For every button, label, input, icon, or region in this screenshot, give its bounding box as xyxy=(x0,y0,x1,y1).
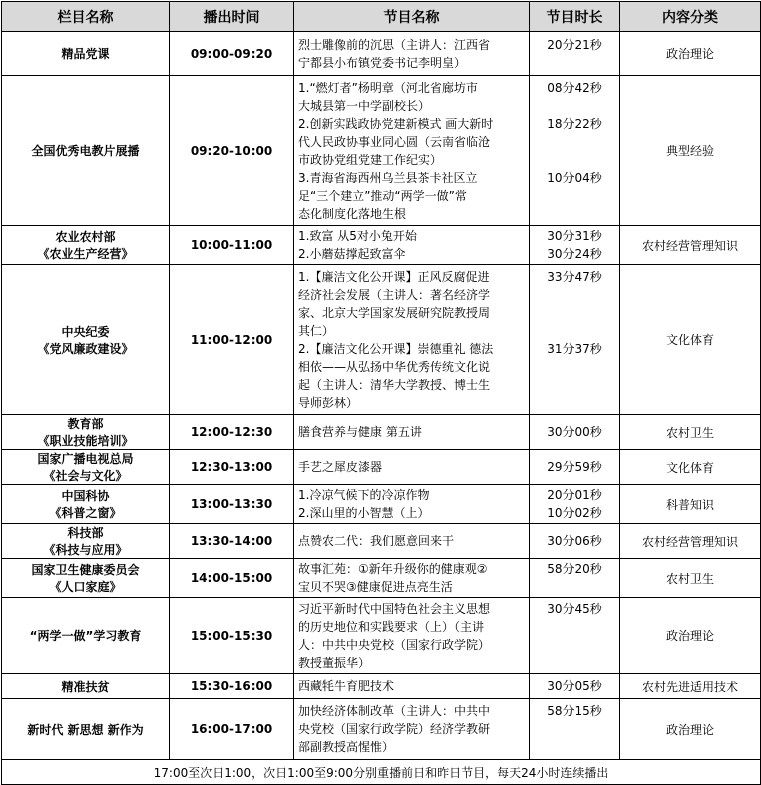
column-name-line: “两学一做”学习教育 xyxy=(29,629,142,643)
category-cell: 文化体育 xyxy=(620,450,761,485)
column-name-cell xyxy=(2,699,170,760)
column-name-cell xyxy=(2,598,170,674)
program-item xyxy=(298,268,525,340)
program-line: 导师彭林） xyxy=(298,395,359,410)
program-item xyxy=(298,532,525,550)
table-row xyxy=(2,699,761,760)
duration-cell xyxy=(530,450,620,485)
duration-cell xyxy=(530,415,620,450)
program-name-cell xyxy=(294,226,530,265)
program-name-cell xyxy=(294,485,530,524)
duration-value: 30分05秒 xyxy=(547,679,602,693)
column-name-line: 科技部 xyxy=(67,526,104,540)
column-name-line: 中国科协 xyxy=(61,489,110,503)
air-time-cell: 09:20-10:00 xyxy=(170,76,294,226)
program-name-cell xyxy=(294,598,530,674)
duration-cell xyxy=(530,485,620,524)
program-line: 1.【廉洁文化公开课】正风反腐促进 xyxy=(298,269,490,284)
column-name-line: 《党风廉政建设》 xyxy=(37,341,134,356)
duration-value: 30分31秒 xyxy=(547,229,602,243)
program-line: 膳食营养与健康 第五讲 xyxy=(298,425,422,439)
program-line: 烈士雕像前的沉思（主讲人：江西省 xyxy=(298,37,491,52)
program-line: 其仁） xyxy=(298,323,335,338)
duration-cell xyxy=(530,524,620,559)
program-name-cell xyxy=(294,32,530,76)
duration-value: 31分37秒 xyxy=(547,341,602,356)
schedule-table xyxy=(1,1,761,785)
footer-row xyxy=(2,760,761,785)
program-item xyxy=(298,560,525,596)
program-name-cell xyxy=(294,265,530,415)
program-line: 手艺之犀皮漆器 xyxy=(298,460,383,474)
column-name-cell xyxy=(2,485,170,524)
program-item xyxy=(298,340,525,412)
program-item xyxy=(298,36,525,72)
program-line: 宝贝不哭③健康促进点亮生活 xyxy=(298,580,453,594)
program-item xyxy=(298,227,525,245)
table-row xyxy=(2,265,761,415)
column-name-cell xyxy=(2,415,170,450)
column-name-line: 《职业技能培训》 xyxy=(37,434,134,448)
footer-note: 17:00至次日1:00，次日1:00至9:00分别重播前日和昨日节目，每天24小时连续播出 xyxy=(2,760,761,785)
header-program-name: 节目名称 xyxy=(294,2,530,32)
program-item xyxy=(298,458,525,476)
column-name-cell xyxy=(2,450,170,485)
program-line: 1.“燃灯者”杨明章（河北省廊坊市 xyxy=(298,80,478,95)
duration-cell xyxy=(530,559,620,598)
program-line: 家、北京大学国家发展研究院教授周 xyxy=(298,305,491,320)
program-line: 相依——从弘扬中华优秀传统文化说 xyxy=(298,359,491,374)
column-name-cell xyxy=(2,32,170,76)
category-cell: 政治理论 xyxy=(620,699,761,760)
table-row xyxy=(2,598,761,674)
duration-value: 58分20秒 xyxy=(547,562,602,576)
column-name-line: 全国优秀电教片展播 xyxy=(31,144,140,158)
category-cell: 政治理论 xyxy=(620,598,761,674)
table-row xyxy=(2,415,761,450)
column-name-line: 新时代 新思想 新作为 xyxy=(27,722,144,737)
column-name-line: 《农业生产经营》 xyxy=(37,247,134,261)
column-name-line: 国家广播电视总局 xyxy=(37,452,134,466)
duration-value: 10分04秒 xyxy=(547,170,602,185)
category-cell: 政治理论 xyxy=(620,32,761,76)
air-time-cell: 16:00-17:00 xyxy=(170,699,294,760)
column-name-line: 农业农村部 xyxy=(55,230,116,244)
table-row xyxy=(2,485,761,524)
category-cell: 农村先进适用技术 xyxy=(620,674,761,699)
column-name-line: 《人口家庭》 xyxy=(49,580,122,594)
program-name-cell xyxy=(294,699,530,760)
air-time-cell: 12:00-12:30 xyxy=(170,415,294,450)
category-cell: 文化体育 xyxy=(620,265,761,415)
duration-value: 33分47秒 xyxy=(547,269,602,284)
column-name-cell xyxy=(2,559,170,598)
program-name-cell xyxy=(294,415,530,450)
column-name-line: 精准扶贫 xyxy=(61,679,110,694)
duration-cell xyxy=(530,674,620,699)
air-time-cell: 13:30-14:00 xyxy=(170,524,294,559)
program-line: 态化制度化落地生根 xyxy=(298,206,407,221)
category-cell: 农村经营管理知识 xyxy=(620,226,761,265)
program-line: 央党校（国家行政学院）经济学教研 xyxy=(298,722,491,736)
air-time-cell: 15:30-16:00 xyxy=(170,674,294,699)
column-name-line: 《科技与应用》 xyxy=(43,543,128,557)
program-line: 大城县第一中学副校长） xyxy=(298,98,431,113)
duration-value: 30分06秒 xyxy=(547,534,602,548)
air-time-cell: 13:00-13:30 xyxy=(170,485,294,524)
program-name-cell xyxy=(294,674,530,699)
program-line: 的历史地位和实践要求（上）（主讲 xyxy=(298,619,485,634)
table-row xyxy=(2,674,761,699)
column-name-line: 中央纪委 xyxy=(61,324,110,339)
column-name-line: 《科普之窗》 xyxy=(49,506,122,520)
program-name-cell xyxy=(294,559,530,598)
header-air-time: 播出时间 xyxy=(170,2,294,32)
table-row xyxy=(2,450,761,485)
table-row xyxy=(2,226,761,265)
header-column-name: 栏目名称 xyxy=(2,2,170,32)
category-cell: 科普知识 xyxy=(620,485,761,524)
air-time-cell: 15:00-15:30 xyxy=(170,598,294,674)
program-item xyxy=(298,423,525,441)
program-line: 代人民政协事业同心圆（云南省临沧 xyxy=(298,134,491,149)
program-line: 经济社会发展（主讲人：著名经济学 xyxy=(298,287,491,302)
program-line: 人：中共中央党校（国家行政学院） xyxy=(298,637,491,652)
program-item xyxy=(298,504,525,522)
duration-value: 08分42秒 xyxy=(547,80,602,95)
duration-cell xyxy=(530,265,620,415)
column-name-cell xyxy=(2,524,170,559)
air-time-cell: 11:00-12:00 xyxy=(170,265,294,415)
program-line: 教授董振华） xyxy=(298,655,371,670)
program-line: 1.致富 从5对小兔开始 xyxy=(298,229,417,243)
duration-value: 29分59秒 xyxy=(547,460,602,474)
column-name-line: 《社会与文化》 xyxy=(43,469,128,483)
header-row xyxy=(2,2,761,32)
program-line: 足“三个建立”推动“两学一做”常 xyxy=(298,188,467,203)
program-line: 2.深山里的小智慧（上） xyxy=(298,506,430,520)
category-cell: 农村卫生 xyxy=(620,559,761,598)
program-line: 2.小蘑菇撑起致富伞 xyxy=(298,247,406,261)
duration-cell xyxy=(530,32,620,76)
program-item xyxy=(298,702,525,756)
program-line: 故事汇苑：①新年升级你的健康观② xyxy=(298,562,488,576)
program-line: 习近平新时代中国特色社会主义思想 xyxy=(298,601,491,616)
program-line: 市政协党组党建工作纪实） xyxy=(298,152,443,167)
duration-value: 30分45秒 xyxy=(547,601,602,616)
table-row xyxy=(2,524,761,559)
air-time-cell: 12:30-13:00 xyxy=(170,450,294,485)
duration-value: 20分21秒 xyxy=(547,37,602,52)
duration-value: 10分02秒 xyxy=(547,506,602,520)
program-item xyxy=(298,169,525,223)
category-cell: 典型经验 xyxy=(620,76,761,226)
duration-value: 30分00秒 xyxy=(547,425,602,439)
program-item xyxy=(298,245,525,263)
duration-cell xyxy=(530,76,620,226)
duration-value: 30分24秒 xyxy=(547,247,602,261)
program-item xyxy=(298,486,525,504)
column-name-cell xyxy=(2,76,170,226)
table-row xyxy=(2,76,761,226)
duration-value: 18分22秒 xyxy=(547,116,602,131)
program-name-cell xyxy=(294,524,530,559)
category-cell: 农村卫生 xyxy=(620,415,761,450)
column-name-cell xyxy=(2,674,170,699)
program-name-cell xyxy=(294,450,530,485)
program-line: 加快经济体制改革（主讲人：中共中 xyxy=(298,704,491,718)
program-line: 点赞农二代：我们愿意回来干 xyxy=(298,534,455,548)
program-line: 起（主讲人：清华大学教授、博士生 xyxy=(298,377,491,392)
air-time-cell: 14:00-15:00 xyxy=(170,559,294,598)
column-name-cell xyxy=(2,226,170,265)
duration-value: 20分01秒 xyxy=(547,488,602,502)
header-duration: 节目时长 xyxy=(530,2,620,32)
column-name-cell xyxy=(2,265,170,415)
program-item xyxy=(298,115,525,169)
program-name-cell xyxy=(294,76,530,226)
program-line: 西藏牦牛育肥技术 xyxy=(298,679,395,693)
air-time-cell: 09:00-09:20 xyxy=(170,32,294,76)
duration-cell xyxy=(530,699,620,760)
program-line: 2.【廉洁文化公开课】崇德重礼 德法 xyxy=(298,341,494,356)
table-row xyxy=(2,559,761,598)
duration-value: 58分15秒 xyxy=(547,704,602,718)
header-category: 内容分类 xyxy=(620,2,761,32)
program-item xyxy=(298,677,525,695)
program-line: 部副教授高惺惟） xyxy=(298,740,395,754)
program-line: 3.青海省海西州乌兰县茶卡社区立 xyxy=(298,170,478,185)
column-name-line: 国家卫生健康委员会 xyxy=(31,563,140,577)
column-name-line: 教育部 xyxy=(67,417,104,431)
program-line: 宁都县小布镇党委书记李明皇） xyxy=(298,55,467,70)
category-cell: 农村经营管理知识 xyxy=(620,524,761,559)
program-item xyxy=(298,79,525,115)
table-row xyxy=(2,32,761,76)
program-line: 1.冷凉气候下的冷凉作物 xyxy=(298,488,430,502)
program-line: 2.创新实践政协党建新模式 画大新时 xyxy=(298,116,494,131)
duration-cell xyxy=(530,598,620,674)
air-time-cell: 10:00-11:00 xyxy=(170,226,294,265)
program-item xyxy=(298,600,525,672)
duration-cell xyxy=(530,226,620,265)
column-name-line: 精品党课 xyxy=(61,47,110,61)
